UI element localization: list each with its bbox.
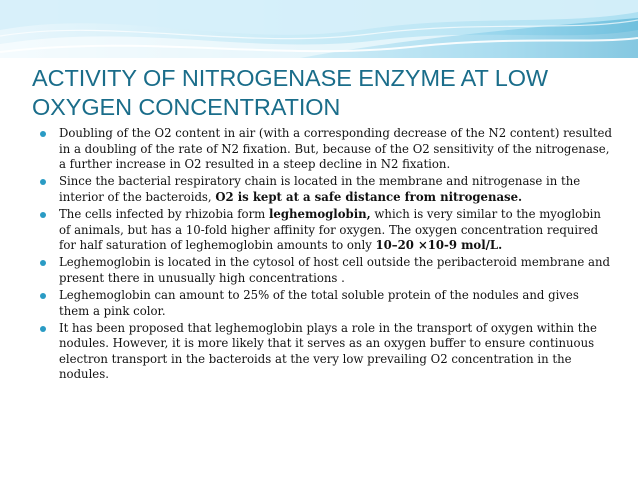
bullet-item-leghemoglobin-formation (40, 207, 612, 254)
bullet-text-bold: 10–20 ×10-9 mol/L. (375, 238, 503, 253)
bullet-dot-icon (40, 293, 46, 299)
title-line-2: OXYGEN CONCENTRATION (32, 94, 341, 120)
bullet-item-leghemoglobin-location (40, 255, 612, 286)
slide-title (32, 64, 612, 122)
bullet-text-bold: O2 is kept at a safe distance from nitrogenase. (215, 189, 523, 204)
decorative-wave-band (0, 0, 638, 58)
bullet-text-plain: which is very similar to the myoglobin of animals, but has a 10-fold higher affinity for oxygen. The oxygen concentration required for half saturation of leghemoglobin amounts to only (59, 206, 601, 253)
bullet-list (40, 126, 612, 385)
bullet-dot-icon (40, 326, 46, 332)
bullet-dot-icon (40, 212, 46, 218)
bullet-item-o2-doubling (40, 126, 612, 173)
title-line-1: ACTIVITY OF NITROGENASE ENZYME AT LOW (32, 65, 548, 91)
bullet-text: Leghemoglobin is located in the cytosol of host cell outside the peribacteroid membrane and present there in unusually high concentrations . (59, 255, 611, 285)
bullet-text-plain: The cells infected by rhizobia form (59, 206, 269, 221)
wave-graphic (0, 0, 638, 58)
bullet-text: Leghemoglobin can amount to 25% of the total soluble protein of the nodules and gives them a pink color. (59, 287, 579, 318)
bullet-text (59, 174, 580, 204)
bullet-text (59, 207, 601, 252)
bullet-text-bold: leghemoglobin, (268, 206, 371, 221)
bullet-text: It has been proposed that leghemoglobin plays a role in the transport of oxygen within the nodules. However, it is more likely that it serves as an oxygen buffer to ensure continuous electron transport in the bacteroids at the very low prevailing O2 concentration in the nodules. (59, 320, 597, 382)
bullet-item-leghemoglobin-amount (40, 288, 612, 319)
bullet-text: Doubling of the O2 content in air (with a corresponding decrease of the N2 content) resulted in a doubling of the rate of N2 fixation. But, because of the O2 sensitivity of the nitrogenase, a further increase in O2 resulted in a steep decline in N2 fixation. (59, 126, 612, 172)
bullet-text-plain: Since the bacterial respiratory chain is located in the membrane and nitrogenase in the interior of the bacteroids, (59, 174, 581, 204)
bullet-item-respiratory-chain (40, 174, 612, 205)
bullet-dot-icon (40, 260, 46, 266)
bullet-dot-icon (40, 131, 46, 137)
bullet-dot-icon (40, 179, 46, 185)
bullet-item-oxygen-buffer (40, 321, 612, 383)
